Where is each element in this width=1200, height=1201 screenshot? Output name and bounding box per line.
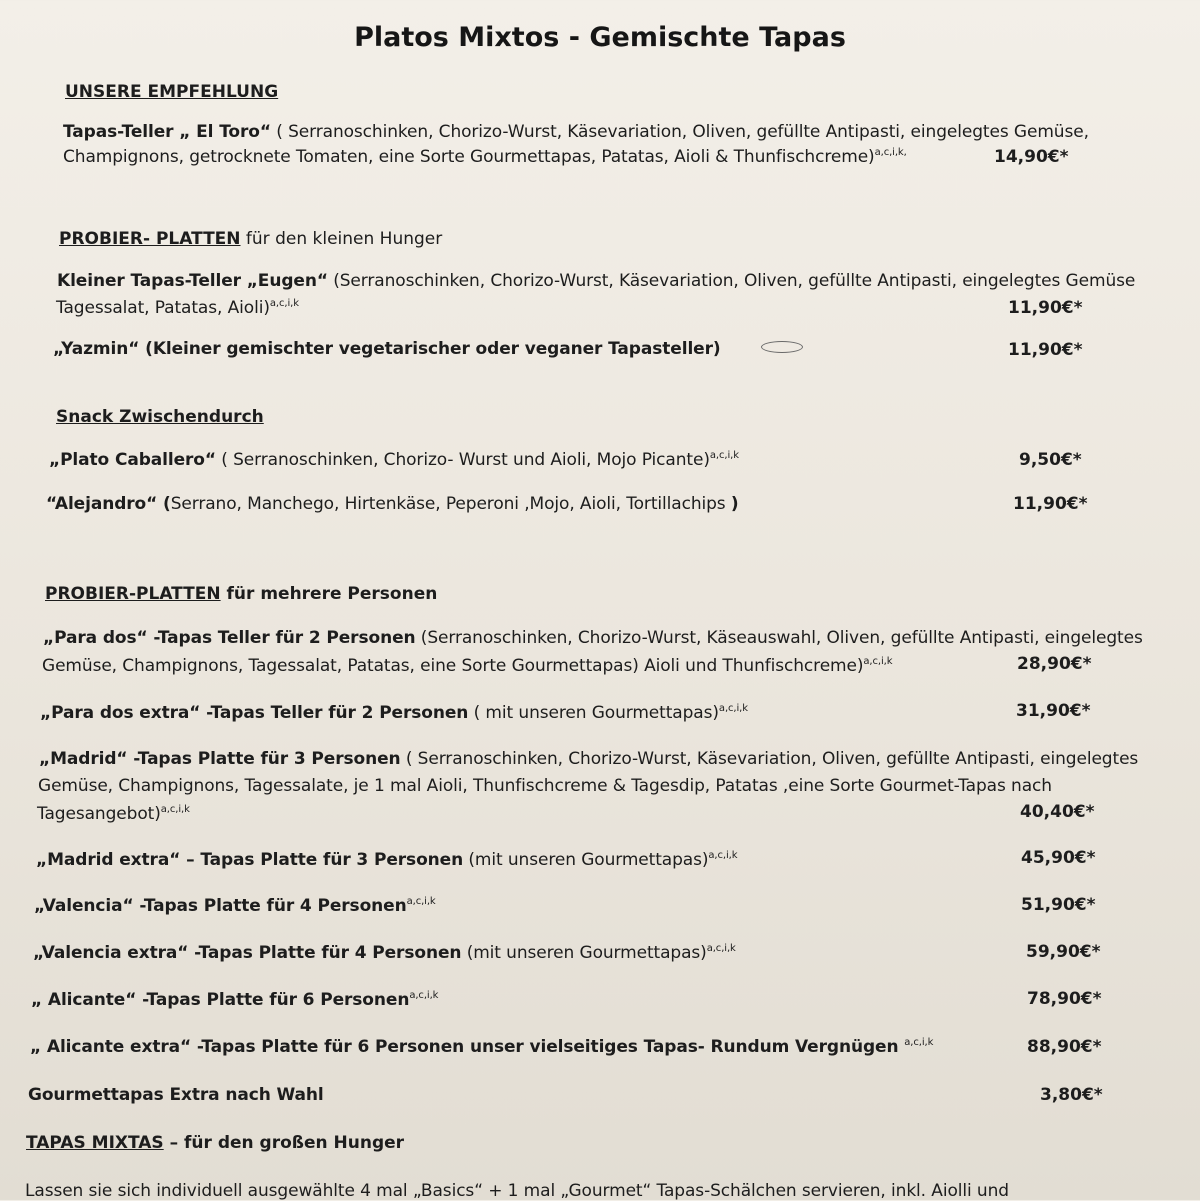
item-gourmettapas-extra-price: 3,80€* — [1040, 1085, 1103, 1105]
item-valencia-extra-price: 59,90€* — [1026, 942, 1101, 962]
item-el-toro-line2: Champignons, getrocknete Tomaten, eine Sorte Gourmettapas, Patatas, Aioli & Thunfischcreme)$^{a,c,i,k,}$ — [63, 147, 907, 167]
item-el-toro-line1: Tapas-Teller „ El Toro“ ( Serranoschinken, Chorizo-Wurst, Käsevariation, Oliven, gefüllte Antipasti, eingelegtes Gemüse, — [63, 122, 1089, 142]
tapas-mixtas-description: Lassen sie sich individuell ausgewählte 4 mal „Basics“ + 1 mal „Gourmet“ Tapas-Schälchen servieren, inkl. Aiolli und — [25, 1181, 1009, 1201]
item-madrid-extra-price: 45,90€* — [1021, 848, 1096, 868]
item-madrid-line3: Tagesangebot)$^{a,c,i,k}$ — [37, 804, 190, 824]
item-madrid-line2: Gemüse, Champignons, Tagessalate, je 1 mal Aioli, Thunfischcreme & Tagesdip, Patatas ,eine Sorte Gourmet-Tapas nach — [38, 776, 1052, 796]
item-eugen-line1: Kleiner Tapas-Teller „Eugen“ (Serranoschinken, Chorizo-Wurst, Käsevariation, Oliven, gefüllte Antipasti, eingelegtes Gemüse — [57, 271, 1136, 291]
page-title: Platos Mixtos - Gemischte Tapas — [354, 22, 846, 53]
item-madrid-line1: „Madrid“ -Tapas Platte für 3 Personen ( Serranoschinken, Chorizo-Wurst, Käsevariation, Oliven, gefüllte Antipasti, eingelegtes — [39, 749, 1139, 769]
item-alicante-price: 78,90€* — [1027, 989, 1102, 1009]
section-heading-probier-klein: PROBIER- PLATTEN für den kleinen Hunger — [59, 229, 443, 249]
item-valencia: „Valencia“ -Tapas Platte für 4 Personen$^{a,c,i,k}$ — [34, 896, 436, 916]
item-valencia-extra: „Valencia extra“ -Tapas Platte für 4 Personen (mit unseren Gourmettapas)$^{a,c,i,k}$ — [33, 943, 736, 963]
item-el-toro-price: 14,90€* — [994, 147, 1069, 167]
item-eugen-price: 11,90€* — [1008, 298, 1083, 318]
section-heading-probier-mehrere: PROBIER-PLATTEN für mehrere Personen — [45, 584, 438, 604]
item-para-dos-extra-price: 31,90€* — [1016, 701, 1091, 721]
item-alejandro-price: 11,90€* — [1013, 494, 1088, 514]
item-madrid-price: 40,40€* — [1020, 802, 1095, 822]
item-alicante: „ Alicante“ -Tapas Platte für 6 Personen$^{a,c,i,k}$ — [31, 990, 439, 1010]
item-madrid-extra: „Madrid extra“ – Tapas Platte für 3 Personen (mit unseren Gourmettapas)$^{a,c,i,k}$ — [36, 850, 738, 870]
item-alicante-extra-price: 88,90€* — [1027, 1037, 1102, 1057]
item-para-dos-extra: „Para dos extra“ -Tapas Teller für 2 Personen ( mit unseren Gourmettapas)$^{a,c,i,k}$ — [40, 703, 748, 723]
item-yazmin-price: 11,90€* — [1008, 340, 1083, 360]
item-alejandro: “Alejandro“ (Serrano, Manchego, Hirtenkäse, Peperoni ,Mojo, Aioli, Tortillachips ) — [46, 494, 739, 514]
item-para-dos-line2: Gemüse, Champignons, Tagessalat, Patatas, eine Sorte Gourmettapas) Aioli und Thunfischcreme)$^{a,c,i,k}$ — [42, 656, 893, 676]
item-eugen-line2: Tagessalat, Patatas, Aioli)$^{a,c,i,k}$ — [56, 298, 299, 318]
item-yazmin: „Yazmin“ (Kleiner gemischter vegetarischer oder veganer Tapasteller) — [53, 339, 803, 359]
section-heading-tapas-mixtas: TAPAS MIXTAS – für den großen Hunger — [26, 1133, 405, 1153]
item-caballero: „Plato Caballero“ ( Serranoschinken, Chorizo- Wurst und Aioli, Mojo Picante)$^{a,c,i,k}$ — [49, 450, 739, 470]
section-heading-empfehlung: UNSERE EMPFEHLUNG — [65, 82, 279, 102]
vegan-leaf-icon — [761, 341, 803, 353]
item-para-dos-price: 28,90€* — [1017, 654, 1092, 674]
item-gourmettapas-extra: Gourmettapas Extra nach Wahl — [28, 1085, 324, 1105]
item-valencia-price: 51,90€* — [1021, 895, 1096, 915]
item-alicante-extra: „ Alicante extra“ -Tapas Platte für 6 Personen unser vielseitiges Tapas- Rundum Vergnügen $^{a,c,i,k}$ — [30, 1037, 934, 1057]
section-heading-snack: Snack Zwischendurch — [56, 407, 264, 427]
item-caballero-price: 9,50€* — [1019, 450, 1082, 470]
item-para-dos-line1: „Para dos“ -Tapas Teller für 2 Personen (Serranoschinken, Chorizo-Wurst, Käseauswahl, Oliven, gefüllte Antipasti, eingelegtes — [43, 628, 1143, 648]
